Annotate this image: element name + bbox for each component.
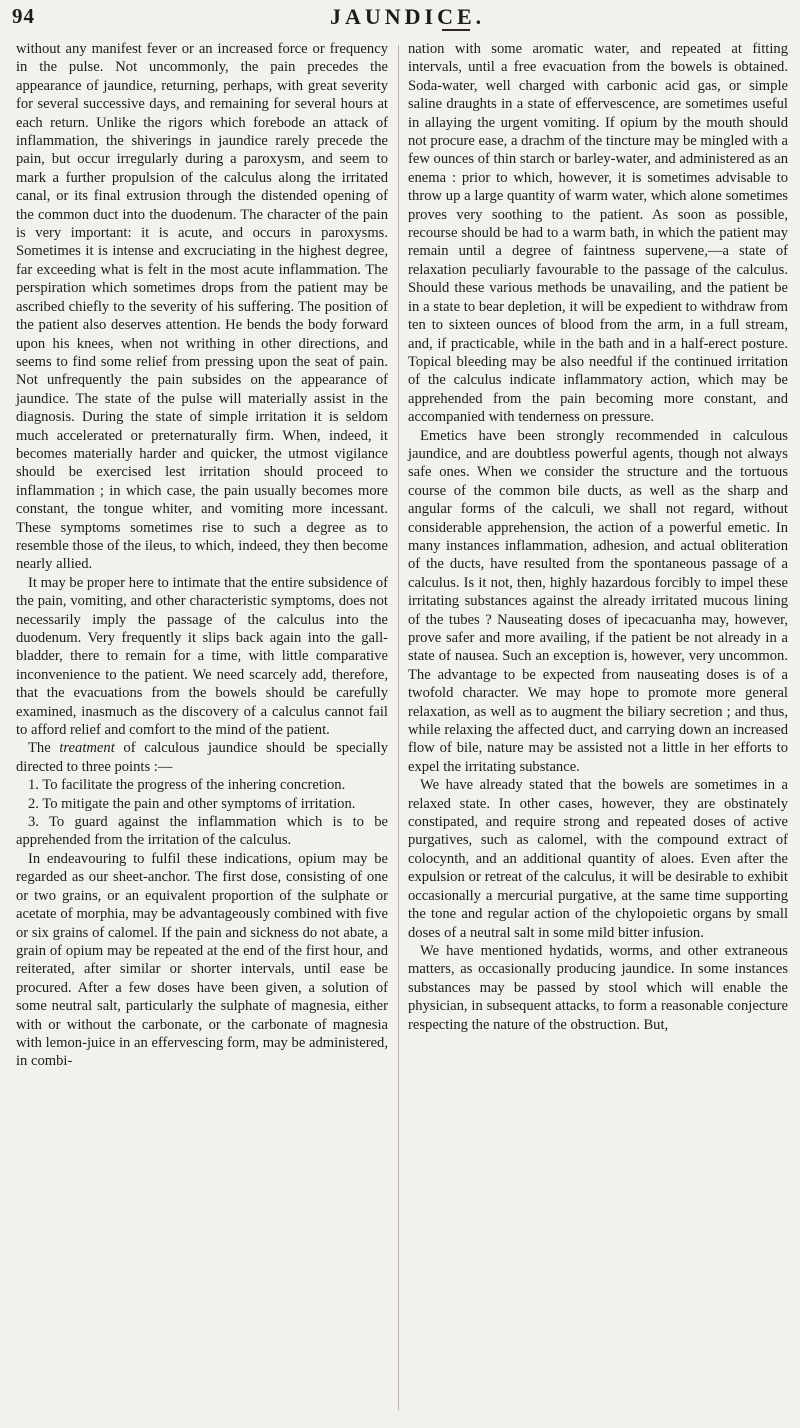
left-column [16,40,388,1071]
page-header [0,2,800,32]
paragraph: Emetics have been strongly recommended in calculous jaundice, and are doubtless powerful agents, though not always safe ones. When we consider the structure and the tortuous course of the common bile ducts, as well as the sharp and angular forms of the calculi, we shall not regard, without considerable apprehension, the action of a powerful emetic. In many instances inflammation, adhesion, and actual obliteration of the ducts, have resulted from the spontaneous passage of a calculus. Is it not, then, highly hazardous forcibly to impel these irritating substances against the already irritated mucous lining of the tubes ? Nauseating doses of ipecacuanha may, however, prove safer and more availing, if the patient be not already in a state of nausea. Such an exception is, however, very uncommon. The advantage to be expected from nauseating doses is of a twofold character. We may hope to promote more general relaxation, as well as to augment the biliary secretion ; and thus, while relaxing the affected duct, and carrying down an increased flow of bile, nature may be assisted not a little in her efforts to expel the irritating substance. [408,427,788,775]
paragraph: In endeavouring to fulfil these indications, opium may be regarded as our sheet-anchor. The first dose, consisting of one or two grains, or an equivalent proportion of the sulphate or acetate of morphia, may be advantageously combined with five or six grains of calomel. If the pain and sickness do not abate, a grain of opium may be repeated at the end of the first hour, and reiterated, after similar or shorter intervals, until ease be procured. After a few doses have been given, a solution of some neutral salt, particularly the sulphate of magnesia, either with or without the carbonate, or the carbonate of magnesia with lemon-juice in an effervescing form, may be administered, in combi- [16,850,388,1070]
paragraph: nation with some aromatic water, and repeated at fitting intervals, until a free evacuation from the bowels is obtained. Soda-water, well charged with carbonic acid gas, or simple saline draughts in a state of effervescence, are sometimes useful in allaying the urgent vomiting. If opium by the mouth should not procure ease, a drachm of the tincture may be mingled with a few ounces of thin starch or barley-water, and administered as an enema : prior to which, however, it is sometimes advisable to throw up a large quantity of warm water, which alone sometimes proves very soothing to the patient. As soon as possible, recourse should be had to a warm bath, in which the patient may remain until a degree of faintness supervene,—a state of relaxation peculiarly favourable to the passage of the calculus. Should these various methods be unavailing, and the patient be in a state to bear depletion, it will be expedient to withdraw from ten to sixteen ounces of blood from the arm, in a full stream, and, if practicable, while in the bath and in a half-erect posture. Topical bleeding may be also needful if the continued irritation of the calculus indicate inflammatory action, which may be apprehended from the pain becoming more constant, and accompanied with tenderness on pressure. [408,41,788,426]
paragraph-treatment [16,739,388,776]
paragraph: We have mentioned hydatids, worms, and other extraneous matters, as occasionally producing jaundice. In some instances substances may be passed by stool which will enable the physician, in subsequent attacks, to form a reasonable conjecture respecting the nature of the obstruction. But, [408,942,788,1033]
text-run: The [28,740,60,757]
running-title: JAUNDICE. [330,4,486,29]
page-number: 94 [12,4,35,28]
text-run: of calculous jaundice should be specially directed to three points :— [16,740,388,775]
paragraph: It may be proper here to intimate that the entire subsidence of the pain, vomiting, and other characteristic symptoms, does not necessarily imply the passage of the calculus into the duodenum. Very frequently it slips back again into the gall-bladder, there to remain for a time, with little comparative inconvenience to the patient. We need scarcely add, therefore, that the evacuations from the bowels should be carefully examined, inasmuch as the discovery of a calculus cannot fail to afford relief and comfort to the mind of the patient. [16,574,388,739]
right-column [408,40,788,1034]
paragraph: without any manifest fever or an increased force or frequency in the pulse. Not uncommonly, the pain precedes the appearance of jaundice, returning, perhaps, with great severity for several successive days, and remaining for several hours at each return. Unlike the rigors which forebode an attack of inflammation, the shiverings in jaundice rarely precede the pain, but occur irregularly during a paroxysm, and seem to mark a further propulsion of the calculus along the irritated canal, or its final extrusion through the distended opening of the common duct into the duodenum. The character of the pain is very important: it is acute, and occurs in paroxysms. Sometimes it is intense and excruciating in the highest degree, far exceeding what is felt in the most acute inflammation. The perspiration which sometimes drops from the patient may be ascribed chiefly to the severity of his suffering. The position of the patient also deserves attention. He bends the body forward upon his knees, when not writhing in other directions, and seems to find some relief from pressing upon the seat of pain. Not unfrequently the pain subsides on the appearance of jaundice. The state of the pulse will materially assist in the diagnosis. During the state of simple irritation it is seldom much accelerated or preternaturally firm. When, indeed, it becomes materially harder and quicker, the utmost vigilance should be exercised lest irritation should proceed to inflammation ; in which case, the pain usually becomes more constant, the tongue whiter, and vomiting more incessant. These symptoms sometimes rise to such a degree as to resemble those of the ileus, to which, indeed, they then become nearly allied. [16,41,388,573]
italic-term: treatment [59,740,115,757]
list-item: 2. To mitigate the pain and other symptoms of irritation. [28,795,356,812]
list-item: 1. To facilitate the progress of the inhering concretion. [28,777,346,794]
list-item: 3. To guard against the inflammation which is to be apprehended from the irritation of the calculus. [16,814,388,849]
column-divider [398,45,399,1410]
header-rule [442,29,470,31]
paragraph: We have already stated that the bowels are sometimes in a relaxed state. In other cases, however, they are obstinately constipated, and require strong and repeated doses of active purgatives, such as calomel, with the compound extract of colocynth, and an additional quantity of aloes. Even after the expulsion or retreat of the calculus, it will be desirable to exhibit occasionally a mercurial purgative, at the same time supporting the tone and regular action of the chylopoietic organs by small doses of a neutral salt in some mild bitter infusion. [408,777,788,941]
